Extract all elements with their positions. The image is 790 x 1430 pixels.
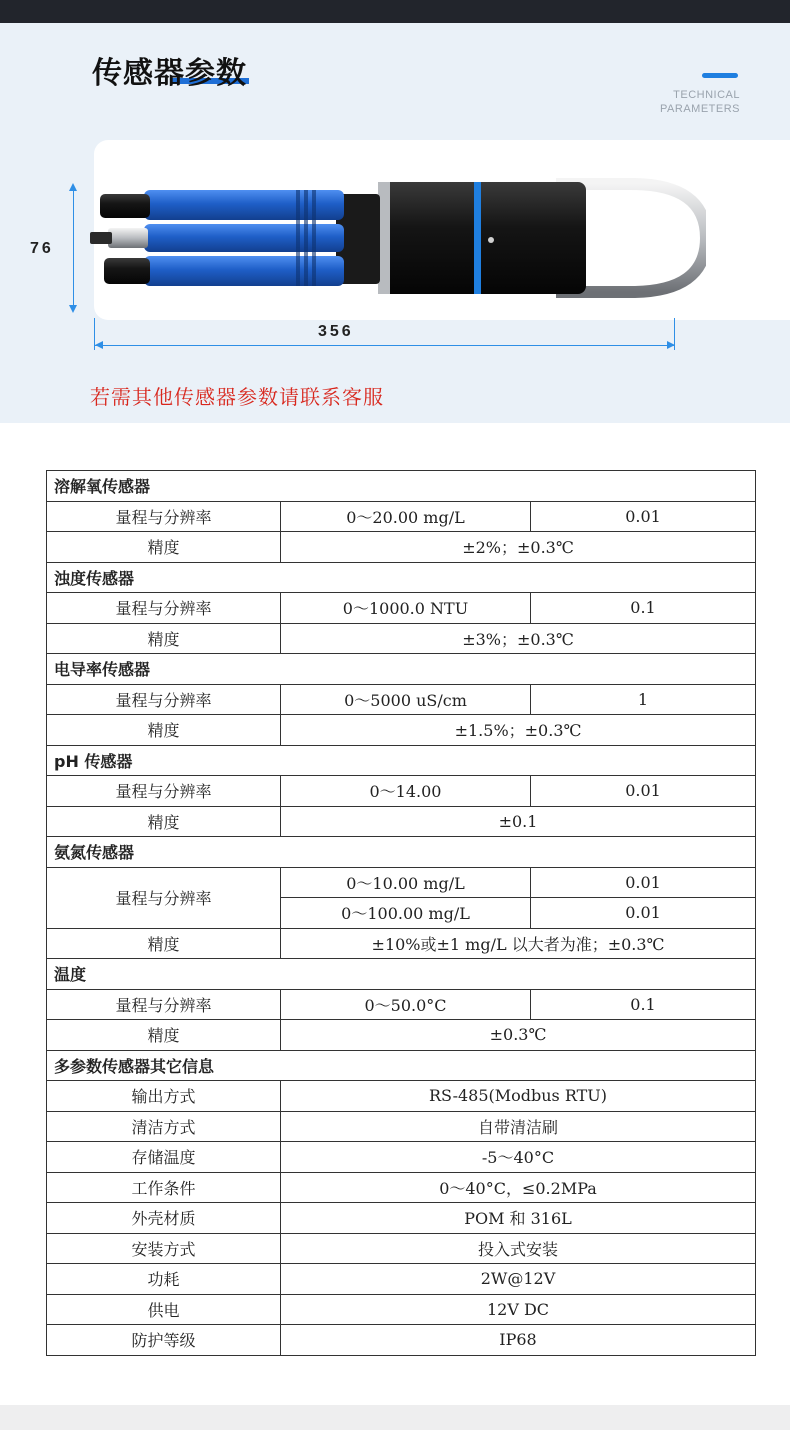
sensor-product-image: [86, 176, 706, 301]
row-label: 精度: [47, 1020, 281, 1051]
table-row: [47, 1081, 756, 1112]
row-label: 工作条件: [47, 1172, 281, 1203]
table-row: [47, 1264, 756, 1295]
value-cell: POM 和 316L: [281, 1203, 756, 1234]
bottom-strip: [0, 1405, 790, 1430]
height-dimension-label: 76: [30, 240, 54, 257]
table-row: [47, 501, 756, 532]
top-bar: [0, 0, 790, 23]
section-row: [47, 471, 756, 502]
row-label: 量程与分辨率: [47, 989, 281, 1020]
tech-caption-line1: TECHNICAL: [673, 89, 740, 101]
accuracy-cell: ±2%；±0.3℃: [281, 532, 756, 563]
height-arrow-bottom-icon: [69, 305, 77, 313]
section-row: [47, 837, 756, 868]
row-label: 量程与分辨率: [47, 776, 281, 807]
accuracy-cell: ±0.1: [281, 806, 756, 837]
row-label: 外壳材质: [47, 1203, 281, 1234]
resolution-cell: 0.01: [531, 867, 756, 898]
row-label: 供电: [47, 1294, 281, 1325]
table-row: [47, 1111, 756, 1142]
row-label: 存储温度: [47, 1142, 281, 1173]
row-label: 安装方式: [47, 1233, 281, 1264]
row-label: 量程与分辨率: [47, 867, 281, 928]
value-cell: 投入式安装: [281, 1233, 756, 1264]
accuracy-cell: ±3%；±0.3℃: [281, 623, 756, 654]
row-label: 量程与分辨率: [47, 684, 281, 715]
table-row: [47, 593, 756, 624]
table-row: [47, 1325, 756, 1356]
range-cell: 0～5000 uS/cm: [281, 684, 531, 715]
length-arrow-left-icon: [95, 341, 103, 349]
length-dimension-line: [95, 345, 675, 346]
table-row: [47, 623, 756, 654]
table-row: [47, 1020, 756, 1051]
value-cell: 12V DC: [281, 1294, 756, 1325]
value-cell: 0～40°C，≤0.2MPa: [281, 1172, 756, 1203]
table-row: [47, 1233, 756, 1264]
table-row: [47, 1203, 756, 1234]
table-row: [47, 1172, 756, 1203]
row-label: 精度: [47, 532, 281, 563]
section-row: [47, 1050, 756, 1081]
range-cell: 0～10.00 mg/L: [281, 867, 531, 898]
height-dimension-line: [73, 186, 74, 310]
resolution-cell: 0.1: [531, 593, 756, 624]
table-row: [47, 1294, 756, 1325]
contact-note: 若需其他传感器参数请联系客服: [90, 385, 384, 409]
row-label: 清洁方式: [47, 1111, 281, 1142]
resolution-cell: 0.01: [531, 501, 756, 532]
table-row: [47, 715, 756, 746]
row-label: 精度: [47, 623, 281, 654]
table-row: [47, 928, 756, 959]
section-row: [47, 745, 756, 776]
row-label: 功耗: [47, 1264, 281, 1295]
row-label: 防护等级: [47, 1325, 281, 1356]
table-row: [47, 989, 756, 1020]
table-row: [47, 532, 756, 563]
value-cell: RS-485(Modbus RTU): [281, 1081, 756, 1112]
section-title: 浊度传感器: [47, 562, 756, 593]
tech-caption: [660, 88, 740, 116]
table-row: [47, 776, 756, 807]
section-title: 温度: [47, 959, 756, 990]
section-title: 电导率传感器: [47, 654, 756, 685]
page-title: 传感器参数: [92, 56, 247, 91]
accuracy-cell: ±1.5%；±0.3℃: [281, 715, 756, 746]
section-row: [47, 562, 756, 593]
row-label: 量程与分辨率: [47, 501, 281, 532]
range-cell: 0～50.0°C: [281, 989, 531, 1020]
accuracy-cell: ±0.3℃: [281, 1020, 756, 1051]
value-cell: IP68: [281, 1325, 756, 1356]
section-title: 多参数传感器其它信息: [47, 1050, 756, 1081]
resolution-cell: 0.01: [531, 898, 756, 929]
tech-accent-bar: [702, 73, 738, 78]
range-cell: 0～1000.0 NTU: [281, 593, 531, 624]
row-label: 量程与分辨率: [47, 593, 281, 624]
value-cell: 2W@12V: [281, 1264, 756, 1295]
range-cell: 0～100.00 mg/L: [281, 898, 531, 929]
length-dimension-label: 356: [318, 323, 354, 340]
row-label: 输出方式: [47, 1081, 281, 1112]
section-title: 氨氮传感器: [47, 837, 756, 868]
table-row: [47, 684, 756, 715]
value-cell: -5～40°C: [281, 1142, 756, 1173]
resolution-cell: 0.1: [531, 989, 756, 1020]
resolution-cell: 1: [531, 684, 756, 715]
height-arrow-top-icon: [69, 183, 77, 191]
range-cell: 0～14.00: [281, 776, 531, 807]
section-row: [47, 654, 756, 685]
table-row: [47, 806, 756, 837]
section-title: 溶解氧传感器: [47, 471, 756, 502]
resolution-cell: 0.01: [531, 776, 756, 807]
section-title: pH 传感器: [47, 745, 756, 776]
row-label: 精度: [47, 928, 281, 959]
accuracy-cell: ±10%或±1 mg/L 以大者为准；±0.3℃: [281, 928, 756, 959]
spec-table: [46, 470, 756, 1356]
length-arrow-right-icon: [667, 341, 675, 349]
row-label: 精度: [47, 806, 281, 837]
row-label: 精度: [47, 715, 281, 746]
range-cell: 0～20.00 mg/L: [281, 501, 531, 532]
table-row: [47, 867, 756, 898]
section-row: [47, 959, 756, 990]
table-row: [47, 1142, 756, 1173]
tech-caption-line2: PARAMETERS: [660, 103, 740, 115]
value-cell: 自带清洁刷: [281, 1111, 756, 1142]
